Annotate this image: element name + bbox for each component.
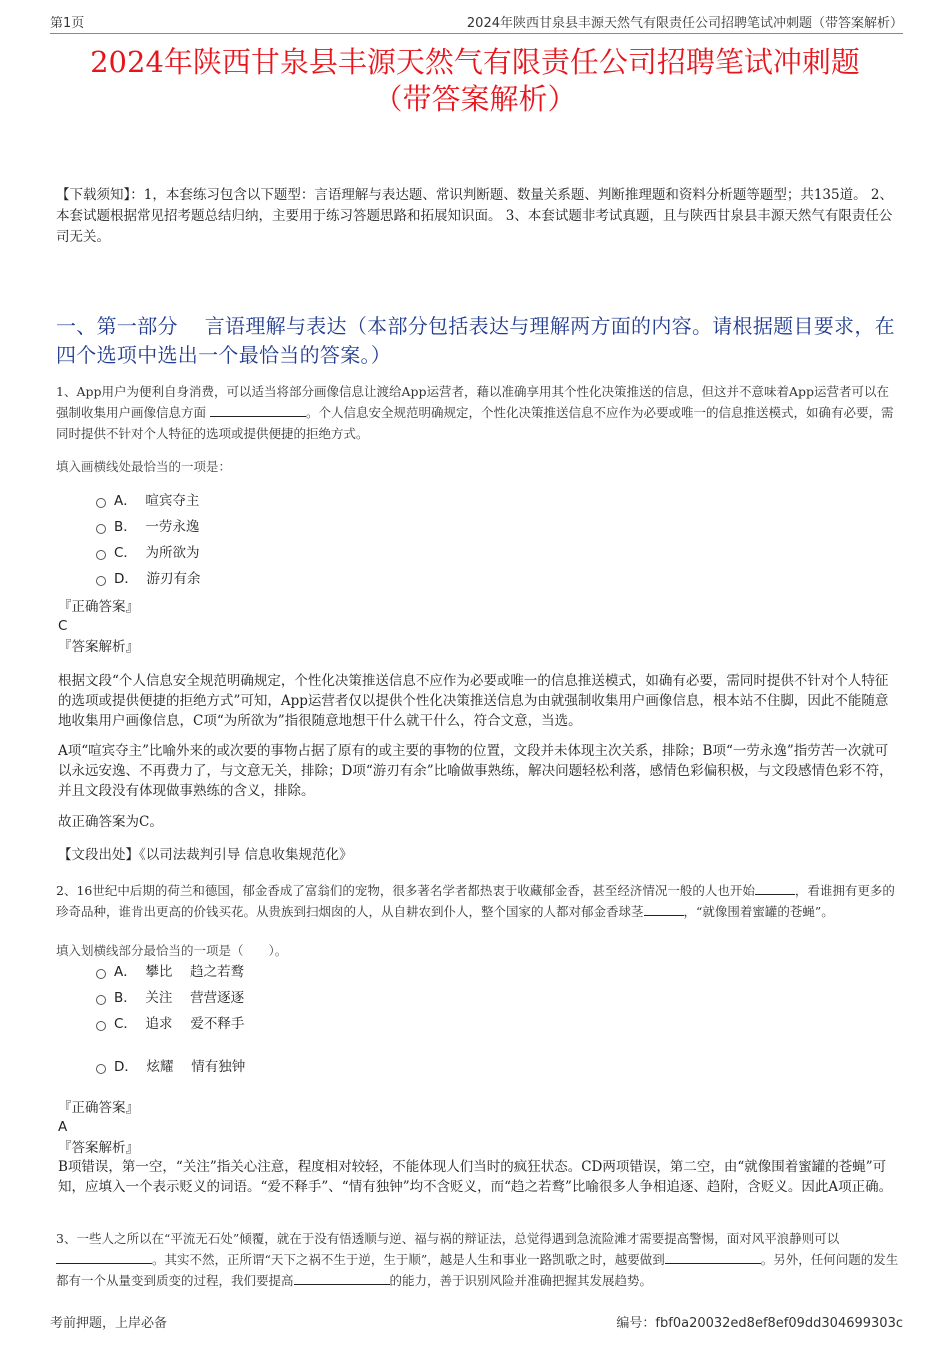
radio-button[interactable]	[96, 1021, 106, 1031]
page-title: 2024年陕西甘泉县丰源天然气有限责任公司招聘笔试冲刺题	[90, 45, 860, 79]
fill-blank	[665, 1251, 761, 1264]
radio-button[interactable]	[96, 550, 106, 560]
header-divider	[50, 33, 903, 34]
download-notice: 【下载须知】：1，本套练习包含以下题型：言语理解与表达题、常识判断题、数量关系题、判断推理题和资料分析题等题型；共135道。 2、本套试题根据常见招考题总结归纳，主要用于练习答题思路和拓展知识面。 3、本套试题非考试真题，且与陕西甘泉县丰源天然气有限责任公司无关。	[56, 187, 893, 245]
radio-button[interactable]	[96, 524, 106, 534]
fill-blank	[56, 1251, 152, 1264]
question-2-option-c[interactable]: C． 追求 爱不释手	[96, 1014, 244, 1034]
footer-serial: 编号：fbf0a20032ed8ef8ef09dd304699303c	[616, 1316, 903, 1331]
question-1-conclusion: 故正确答案为C。	[58, 814, 163, 830]
question-2-explanation: B项错误，第一空，“关注”指关心注意，程度相对较轻，不能体现人们当时的疯狂状态。CD两项错误，第二空，由“就像围着蜜罐的苍蝇”可知，应填入一个表示贬义的词语。“爱不释手”、“情有独钟”均不含贬义，而“趋之若鹜”比喻很多人争相追逐、趋附，含贬义。因此A项正确。	[58, 1159, 893, 1195]
footer-slogan: 考前押题，上岸必备	[50, 1316, 168, 1331]
header-doc-title: 2024年陕西甘泉县丰源天然气有限责任公司招聘笔试冲刺题（带答案解析）	[466, 16, 903, 31]
fill-blank	[755, 882, 795, 895]
question-2-option-d[interactable]: D． 炫耀 情有独钟	[96, 1057, 245, 1077]
radio-button[interactable]	[96, 969, 106, 979]
question-2-option-b[interactable]: B． 关注 营营逐逐	[96, 988, 244, 1008]
question-1-explanation-2: A项“喧宾夺主”比喻外来的或次要的事物占据了原有的或主要的事物的位置，文段并未体现主次关系，排除；B项“一劳永逸”指劳苦一次就可以永远安逸、不再费力了，与文意无关，排除；D项“游刃有余”比喻做事熟练，解决问题轻松利落，感情色彩偏积极，与文段感情色彩不符，并且文段没有体现做事熟练的含义，排除。	[58, 743, 893, 799]
radio-button[interactable]	[96, 576, 106, 586]
question-1-answer: C	[58, 618, 68, 634]
page-subtitle: （带答案解析）	[373, 82, 577, 116]
question-1-option-d[interactable]: D． 游刃有余	[96, 569, 201, 589]
radio-button[interactable]	[96, 995, 106, 1005]
question-1-option-c[interactable]: C． 为所欲为	[96, 543, 200, 563]
question-1-option-b[interactable]: B． 一劳永逸	[96, 517, 199, 537]
question-2-prompt: 填入划横线部分最恰当的一项是（ ）。	[56, 943, 288, 958]
question-2-analysis-label: 『答案解析』	[58, 1140, 139, 1156]
fill-blank	[644, 903, 684, 916]
section-heading: 一、第一部分 言语理解与表达（本部分包括表达与理解两方面的内容。请根据题目要求，在四个选项中选出一个最恰当的答案。）	[56, 314, 895, 367]
radio-button[interactable]	[96, 498, 106, 508]
page-number: 第1页	[50, 16, 85, 31]
question-1-option-a[interactable]: A． 喧宾夺主	[96, 491, 199, 511]
question-1-prompt: 填入画横线处最恰当的一项是：	[56, 459, 232, 474]
question-1-analysis-label: 『答案解析』	[58, 639, 139, 655]
question-2-option-a[interactable]: A． 攀比 趋之若鹜	[96, 962, 244, 982]
question-1-source: 【文段出处】《以司法裁判引导 信息收集规范化》	[58, 847, 353, 863]
question-3-stem: 3、一些人之所以在“平流无石处”倾覆，就在于没有悟透顺与逆、福与祸的辩证法，总觉得遇到急流险滩才需要提高警惕，面对风平浪静则可以。其实不然，正所谓“天下之祸不生于逆，生于顺”，越是人生和事业一路凯歌之时，越要做到 。另外，任何问题的发生都有一个从量变到质变的过程，我们要提高 的能力，善于识别风险并准确把握其发展趋势。	[56, 1231, 899, 1288]
fill-blank	[294, 1272, 390, 1285]
question-1-stem: 1、App用户为便利自身消费，可以适当将部分画像信息让渡给App运营者，藉以准确享用其个性化决策推送的信息，但这并不意味着App运营者可以在强制收集用户画像信息方面 。个人信息安全规范明确规定，个性化决策推送信息不应作为必要或唯一的信息推送模式，如确有必要，需同时提供不针对个人特征的选项或提供便捷的拒绝方式。	[56, 384, 894, 441]
question-1-explanation-1: 根据文段“个人信息安全规范明确规定，个性化决策推送信息不应作为必要或唯一的信息推送模式，如确有必要，需同时提供不针对个人特征的选项或提供便捷的拒绝方式”可知，App运营者仅以提供个性化决策推送信息为由就强制收集用户画像信息，根本站不住脚，因此不能随意地收集用户画像信息，C项“为所欲为”指很随意地想干什么就干什么，符合文意，当选。	[58, 673, 889, 729]
radio-button[interactable]	[96, 1064, 106, 1074]
question-2-stem: 2、16世纪中后期的荷兰和德国，郁金香成了富翁们的宠物，很多著名学者都热衷于收藏郁金香，甚至经济情况一般的人也开始 ，看谁拥有更多的珍奇品种，谁肯出更高的价钱买花。从贵族到扫烟囱的人，从自耕农到仆人，整个国家的人都对郁金香球茎 ，“就像围着蜜罐的苍蝇”。	[56, 883, 895, 919]
question-2-answer-label: 『正确答案』	[58, 1100, 139, 1116]
question-2-answer: A	[58, 1119, 68, 1135]
question-1-answer-label: 『正确答案』	[58, 599, 139, 615]
fill-blank	[210, 404, 306, 417]
